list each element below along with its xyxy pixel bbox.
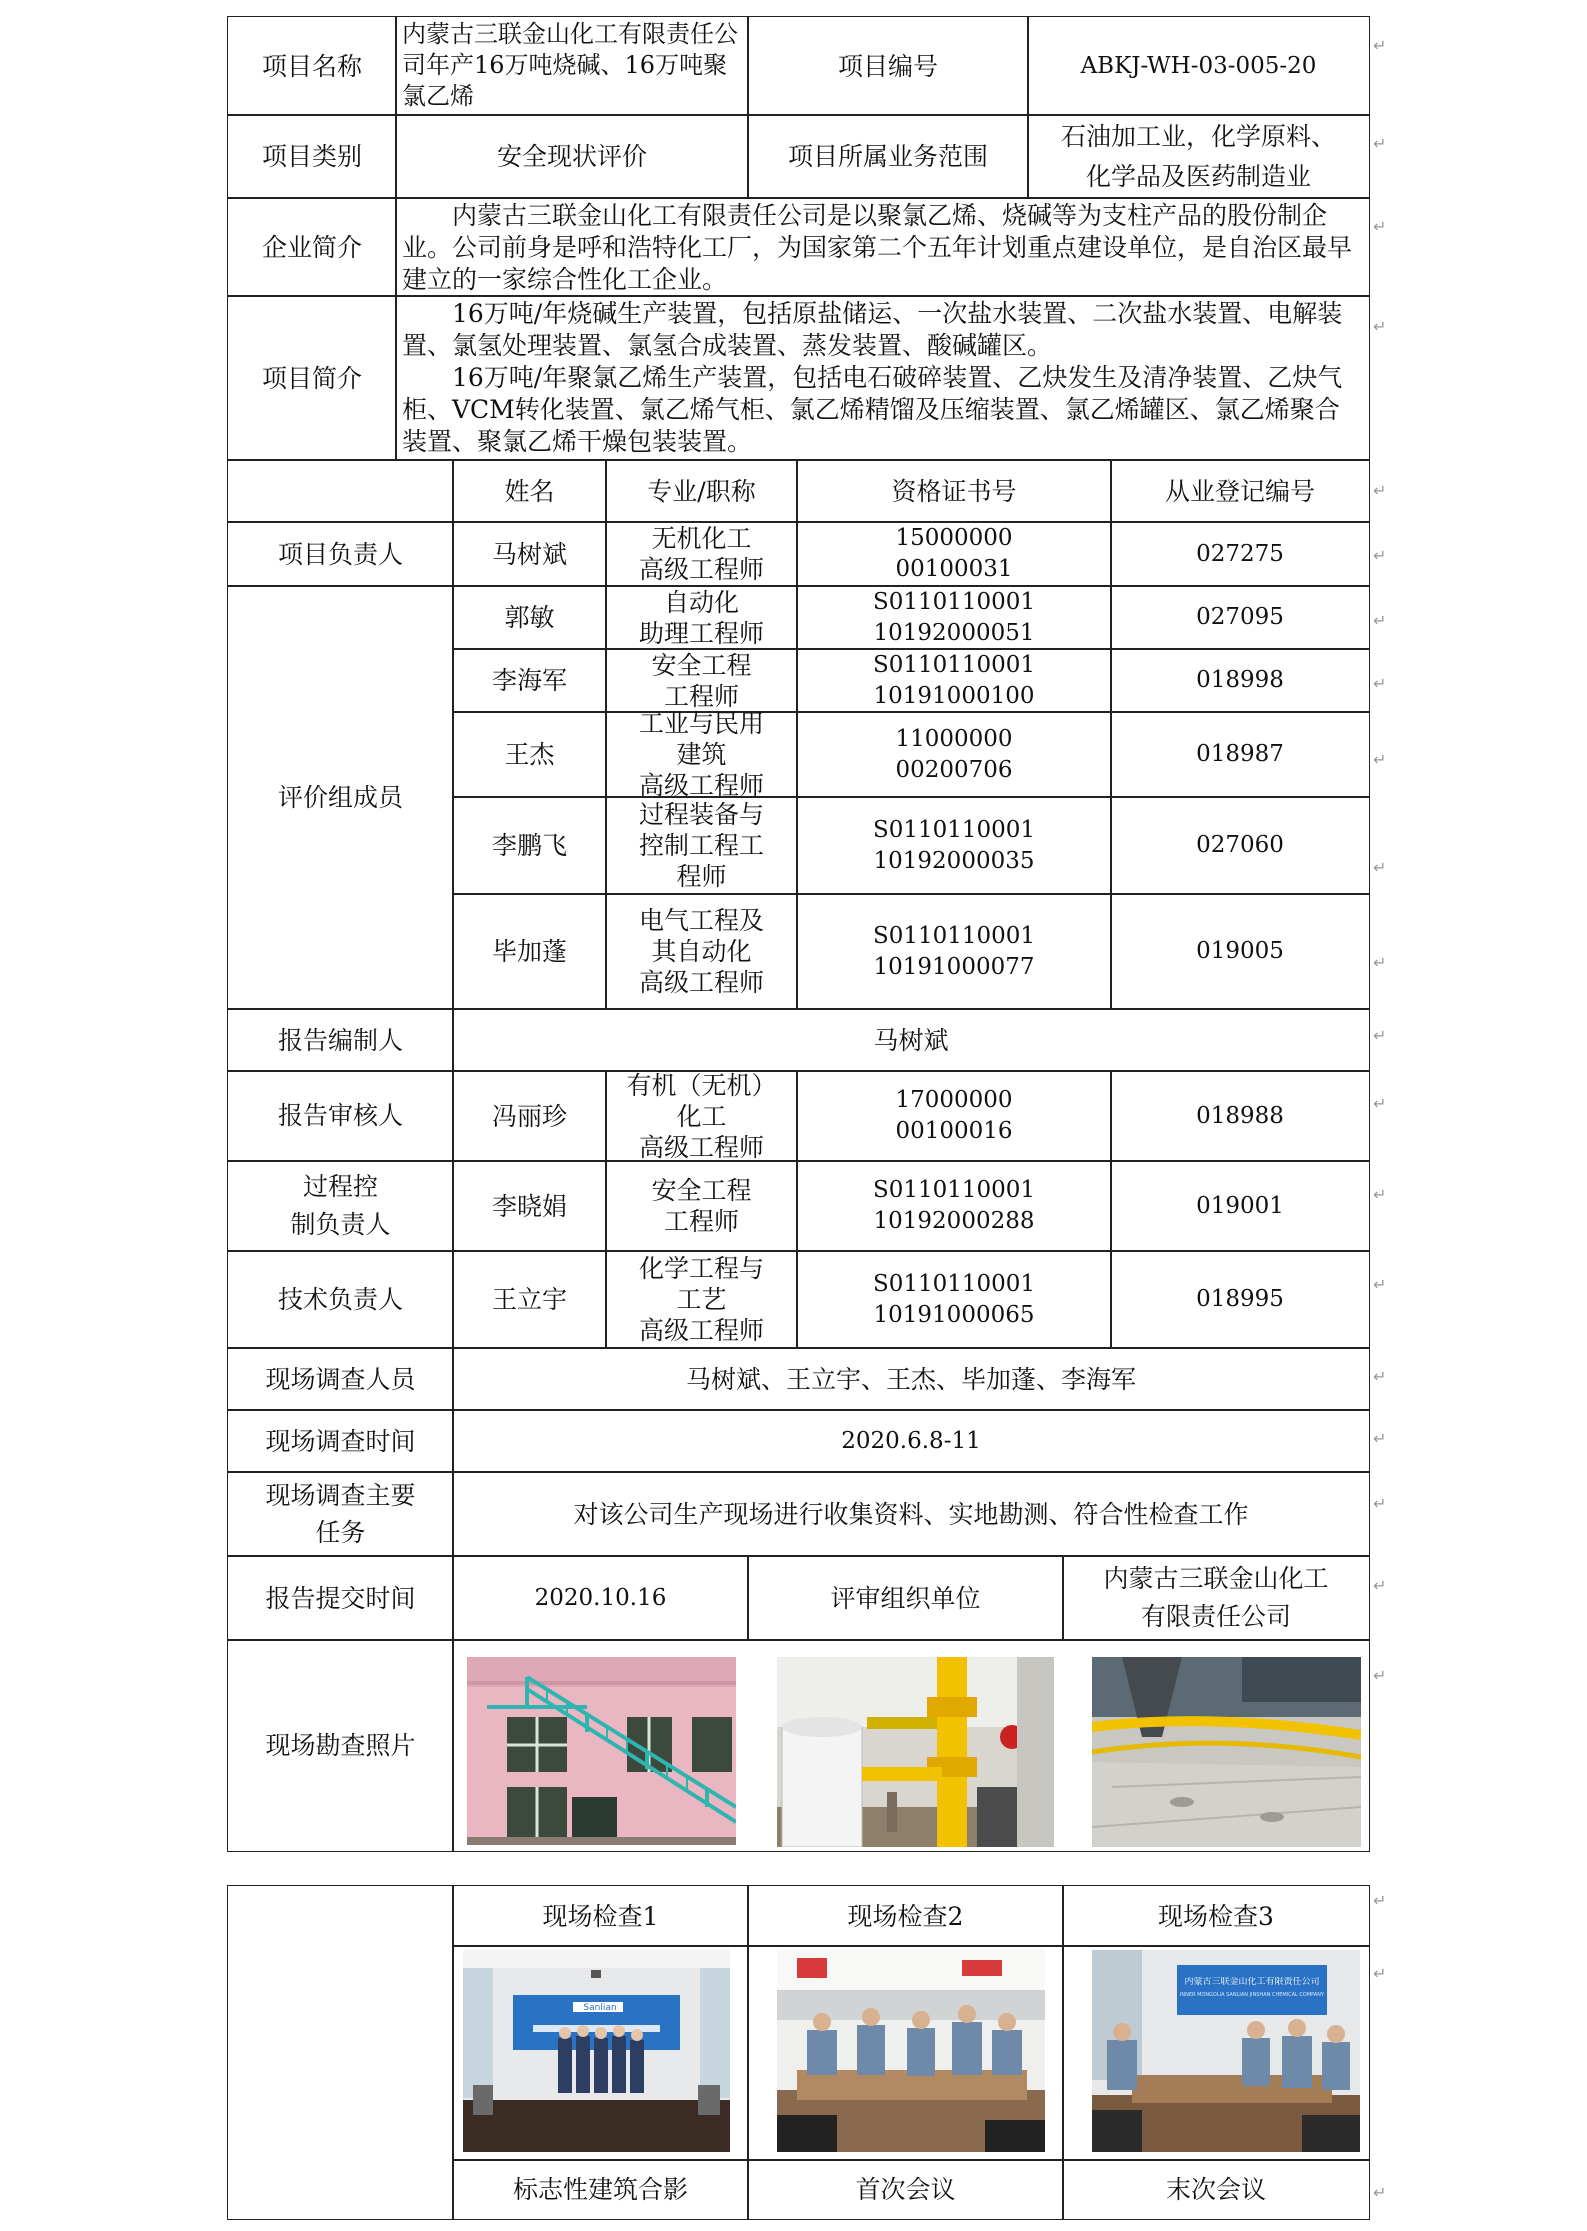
text-line: S0110110001 (872, 816, 1036, 843)
reviewer-title (605, 1070, 798, 1162)
reviewer-role-label (227, 1250, 454, 1349)
team-member-title (605, 796, 798, 895)
site-photo-pipes (777, 1657, 1054, 1847)
text-line: 有机（无机） (626, 1070, 777, 1100)
staff-header-title: 专业/职称 (605, 459, 798, 523)
project-no-value: ABKJ-WH-03-005-20 (1027, 16, 1370, 116)
paragraph-mark-icon: ↵ (1373, 1429, 1387, 1448)
text-line: S0110110001 (872, 588, 1036, 615)
text-line: 化工 (676, 1101, 727, 1131)
company-intro-label: 企业简介 (227, 197, 397, 297)
text-line: 10192000288 (873, 1208, 1035, 1234)
inspection-header: 现场检查2 (747, 1885, 1064, 1947)
reviewer-cert-lines (873, 1269, 1035, 1331)
staff-header-cert: 资格证书号 (796, 459, 1112, 523)
reviewer-role-label-lines (278, 1281, 403, 1319)
team-label: 评价组成员 (227, 585, 454, 1010)
reviewer-reg: 018995 (1110, 1250, 1370, 1349)
staff-header-name: 姓名 (452, 459, 607, 523)
group-photo-image (463, 1950, 730, 2152)
inspection-caption: 标志性建筑合影 (452, 2159, 749, 2220)
submit-time-value: 2020.10.16 (452, 1555, 749, 1641)
review-org-label: 评审组织单位 (747, 1555, 1064, 1641)
label-line: 任务 (315, 1518, 366, 1547)
cert-line: 15000000 (895, 525, 1013, 551)
business-scope-line-2: 化学品及医药制造业 (1085, 161, 1311, 191)
text-line: 建筑 (676, 740, 727, 769)
team-member-name: 王杰 (452, 711, 607, 798)
team-member-cert (796, 893, 1112, 1010)
reviewer-reg: 018988 (1110, 1070, 1370, 1162)
text-line: 其自动化 (651, 937, 752, 966)
text-line: S0110110001 (872, 651, 1036, 678)
cert-line: 00100031 (895, 556, 1013, 582)
team-member-title-lines (651, 650, 751, 712)
text-line: 高级工程师 (638, 1132, 764, 1162)
banner-sub-text: INNER MONGOLIA SANLIAN JINSHAN CHEMICAL COMPANY (1179, 1992, 1325, 1998)
team-member-cert-lines (895, 724, 1012, 786)
staff-header-blank (227, 459, 454, 523)
team-member-reg: 019005 (1110, 893, 1370, 1010)
company-intro-text (395, 197, 1370, 297)
review-org-value (1062, 1555, 1370, 1641)
team-member-name: 毕加蓬 (452, 893, 607, 1010)
inspection-photo-group (463, 1950, 730, 2152)
reviewer-name: 李晓娟 (452, 1160, 607, 1252)
project-type-value: 安全现状评价 (395, 114, 749, 199)
text-line: 自动化 (663, 587, 739, 617)
survey-task-value: 对该公司生产现场进行收集资料、实地勘测、符合性检查工作 (452, 1471, 1370, 1557)
team-member-cert (796, 796, 1112, 895)
team-member-cert-lines (873, 587, 1035, 649)
team-member-reg: 027060 (1110, 796, 1370, 895)
text-line: 10191000077 (873, 953, 1035, 980)
business-scope-value (1027, 114, 1370, 199)
team-member-title (605, 711, 798, 798)
paragraph-mark-icon: ↵ (1373, 1666, 1387, 1685)
text-line: 10192000051 (873, 619, 1035, 646)
paragraph-mark-icon: ↵ (1373, 217, 1387, 236)
team-member-cert-lines (873, 921, 1035, 983)
pipes-image (777, 1657, 1054, 1847)
team-member-title-lines (639, 587, 764, 649)
text-line: 过程控 (302, 1172, 378, 1201)
team-member-title (605, 893, 798, 1010)
reviewer-role-label-lines (278, 1097, 403, 1135)
team-member-name: 郭敏 (452, 585, 607, 650)
project-leader-title (605, 521, 798, 587)
text-line: 10192000035 (873, 847, 1035, 874)
survey-task-label (227, 1471, 454, 1557)
text-line: 17000000 (895, 1087, 1013, 1113)
bottom-blank-label (227, 1885, 454, 2220)
project-type-label: 项目类别 (227, 114, 397, 199)
paragraph-mark-icon: ↵ (1373, 1494, 1387, 1513)
label-line: 现场调查主要 (265, 1481, 416, 1510)
team-member-title (605, 585, 798, 650)
team-member-title (605, 648, 798, 713)
paragraph-mark-icon: ↵ (1373, 858, 1387, 877)
company-intro-body: 内蒙古三联金山化工有限责任公司是以聚氯乙烯、烧碱等为支柱产品的股份制企业。公司前身是呼和浩特化工厂，为国家第二个五年计划重点建设单位，是自治区最早建立的一家综合性化工企业。 (402, 201, 1353, 294)
reviewer-cert (796, 1250, 1112, 1349)
reviewer-cert-lines (895, 1085, 1012, 1147)
paragraph-mark-icon: ↵ (1373, 1094, 1387, 1113)
paragraph-mark-icon: ↵ (1373, 750, 1387, 769)
text-line: 工程师 (663, 1207, 739, 1236)
paragraph-mark-icon: ↵ (1373, 317, 1387, 336)
team-member-cert (796, 711, 1112, 798)
text-line: 00200706 (895, 756, 1013, 783)
text-line: 化学工程与 (638, 1254, 764, 1283)
reviewer-title-lines (651, 1175, 751, 1237)
survey-staff-label: 现场调查人员 (227, 1347, 454, 1411)
reviewer-reg: 019001 (1110, 1160, 1370, 1252)
reviewer-role-label-lines (290, 1168, 390, 1244)
business-scope-label: 项目所属业务范围 (747, 114, 1029, 199)
team-member-cert-lines (873, 650, 1035, 712)
paragraph-mark-icon: ↵ (1373, 546, 1387, 565)
reviewer-title (605, 1250, 798, 1349)
paragraph-mark-icon: ↵ (1373, 1026, 1387, 1045)
team-member-reg: 027095 (1110, 585, 1370, 650)
text-line: 安全工程 (651, 1176, 752, 1205)
reviewer-name: 王立宇 (452, 1250, 607, 1349)
text-line: S0110110001 (872, 922, 1036, 949)
text-line: 高级工程师 (638, 968, 764, 997)
floor-image (1092, 1657, 1361, 1847)
inspection-header: 现场检查3 (1062, 1885, 1370, 1947)
text-line: S0110110001 (872, 1177, 1036, 1203)
team-member-reg: 018987 (1110, 711, 1370, 798)
report-author-label: 报告编制人 (227, 1008, 454, 1072)
project-name-value: 内蒙古三联金山化工有限责任公司年产16万吨烧碱、16万吨聚氯乙烯 (395, 16, 749, 116)
team-member-reg: 018998 (1110, 648, 1370, 713)
stairs-building-image (467, 1657, 736, 1845)
project-leader-name: 马树斌 (452, 521, 607, 587)
submit-time-label: 报告提交时间 (227, 1555, 454, 1641)
site-photo-stairs (467, 1657, 736, 1845)
paragraph-mark-icon: ↵ (1373, 1275, 1387, 1294)
text-line: 工程师 (663, 681, 739, 711)
title-line: 高级工程师 (638, 555, 764, 584)
project-leader-reg: 027275 (1110, 521, 1370, 587)
survey-time-label: 现场调查时间 (227, 1409, 454, 1473)
inspection-header: 现场检查1 (452, 1885, 749, 1947)
site-photo-floor (1092, 1657, 1361, 1847)
photos-label: 现场勘查照片 (227, 1639, 454, 1852)
paragraph-mark-icon: ↵ (1373, 481, 1387, 500)
paragraph-mark-icon: ↵ (1373, 1964, 1387, 1983)
text-line: 高级工程师 (638, 771, 764, 800)
paragraph-mark-icon: ↵ (1373, 36, 1387, 55)
paragraph-mark-icon: ↵ (1373, 611, 1387, 630)
project-leader-cert (796, 521, 1112, 587)
text-line: 工业与民用 (638, 709, 764, 738)
team-member-title-lines (639, 905, 764, 998)
inspection-caption: 首次会议 (747, 2159, 1064, 2220)
team-member-cert (796, 648, 1112, 713)
text-line: 工艺 (676, 1285, 727, 1314)
text-line: 电气工程及 (638, 906, 764, 935)
text-line: 控制工程工 (638, 831, 764, 860)
business-scope-line-1: 石油加工业，化学原料、 (1060, 121, 1336, 151)
project-name-label: 项目名称 (227, 16, 397, 116)
project-intro-p2: 16万吨/年聚氯乙烯生产装置，包括电石破碎装置、乙炔发生及清净装置、乙炔气柜、VCM转化装置、氯乙烯气柜、氯乙烯精馏及压缩装置、氯乙烯罐区、氯乙烯聚合装置、聚氯乙烯干燥包装装置。 (402, 363, 1343, 456)
inspection-caption: 末次会议 (1062, 2159, 1370, 2220)
org-line: 有限责任公司 (1140, 1602, 1291, 1631)
reviewer-title (605, 1160, 798, 1252)
paragraph-mark-icon: ↵ (1373, 1185, 1387, 1204)
text-line: 安全工程 (651, 650, 752, 680)
text-line: 过程装备与 (638, 800, 764, 829)
text-line: 制负责人 (290, 1210, 391, 1239)
paragraph-mark-icon: ↵ (1373, 2183, 1387, 2202)
reviewer-cert (796, 1160, 1112, 1252)
text-line: 10191000065 (873, 1301, 1035, 1328)
inspection-photo-first-meeting (777, 1950, 1045, 2152)
text-line: 00100016 (895, 1118, 1013, 1144)
text-line: S0110110001 (872, 1270, 1036, 1297)
paragraph-mark-icon: ↵ (1373, 1891, 1387, 1910)
project-intro-text (395, 295, 1370, 461)
paragraph-mark-icon: ↵ (1373, 1367, 1387, 1386)
text-line: 高级工程师 (638, 1316, 764, 1345)
text-line: 报告审核人 (277, 1101, 403, 1130)
team-member-title-lines (639, 708, 764, 801)
reviewer-role-label (227, 1160, 454, 1252)
banner-company-text: 内蒙古三联金山化工有限责任公司 (1184, 1977, 1320, 1987)
survey-time-value: 2020.6.8-11 (452, 1409, 1370, 1473)
text-line: 11000000 (895, 725, 1013, 752)
team-member-title-lines (639, 799, 764, 892)
reviewer-role-label (227, 1070, 454, 1162)
report-author-value: 马树斌 (452, 1008, 1370, 1072)
survey-staff-value: 马树斌、王立宇、王杰、毕加蓬、李海军 (452, 1347, 1370, 1411)
paragraph-mark-icon: ↵ (1373, 953, 1387, 972)
paragraph-mark-icon: ↵ (1373, 134, 1387, 153)
text-line: 技术负责人 (277, 1284, 403, 1314)
reviewer-cert (796, 1070, 1112, 1162)
staff-header-reg: 从业登记编号 (1110, 459, 1370, 523)
banner-brand-text: Sanlian (583, 2003, 617, 2013)
reviewer-title-lines (639, 1253, 764, 1346)
paragraph-mark-icon: ↵ (1373, 1576, 1387, 1595)
org-line: 内蒙古三联金山化工 (1103, 1564, 1329, 1593)
team-member-name: 李鹏飞 (452, 796, 607, 895)
first-meeting-image (777, 1950, 1045, 2152)
text-line: 助理工程师 (638, 618, 764, 648)
text-line: 10191000100 (873, 682, 1035, 709)
reviewer-title-lines (626, 1070, 776, 1163)
project-intro-p1: 16万吨/年烧碱生产装置，包括原盐储运、一次盐水装置、二次盐水装置、电解装置、氯氢处理装置、氯氢合成装置、蒸发装置、酸碱罐区。 (402, 299, 1343, 360)
project-leader-label: 项目负责人 (227, 521, 454, 587)
team-member-cert (796, 585, 1112, 650)
reviewer-name: 冯丽珍 (452, 1070, 607, 1162)
title-line: 无机化工 (651, 524, 752, 553)
team-member-name: 李海军 (452, 648, 607, 713)
team-member-cert-lines (873, 815, 1035, 877)
paragraph-mark-icon: ↵ (1373, 674, 1387, 693)
reviewer-cert-lines (873, 1175, 1035, 1237)
project-no-label: 项目编号 (747, 16, 1029, 116)
text-line: 程师 (676, 862, 727, 891)
project-intro-label: 项目简介 (227, 295, 397, 461)
